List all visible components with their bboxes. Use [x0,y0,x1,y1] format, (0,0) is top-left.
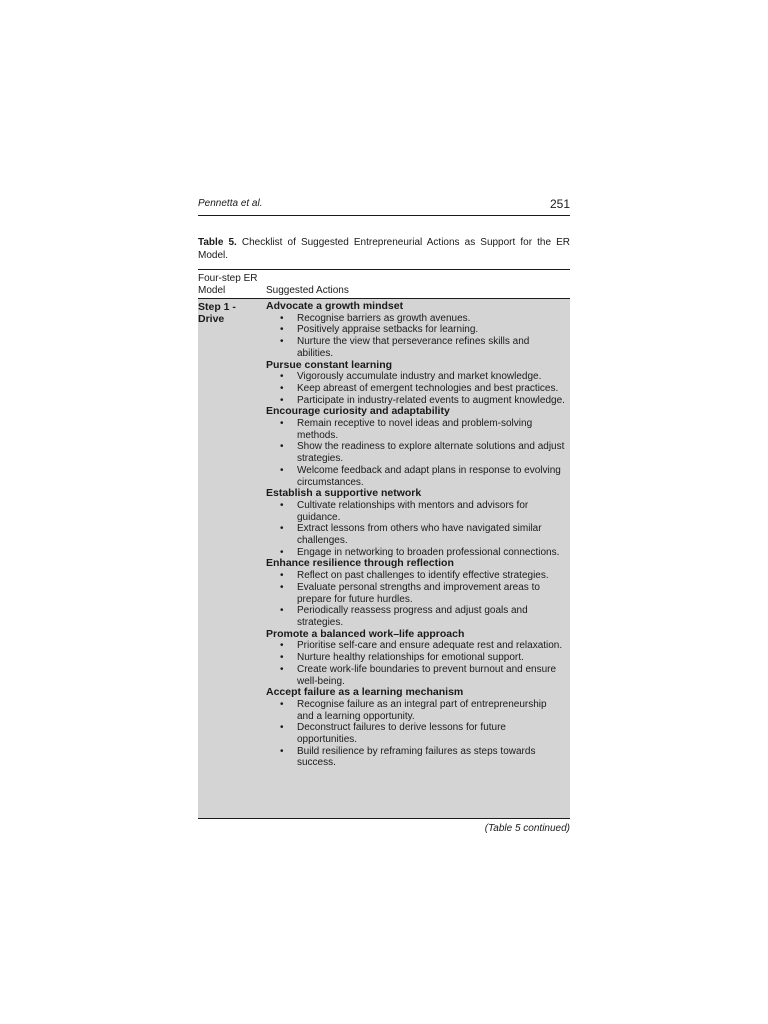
list-item: • Nurture the view that perseverance refines skills and abilities. [266,336,566,359]
list-item: • Remain receptive to novel ideas and problem-solving methods. [266,418,566,441]
list-item: • Positively appraise setbacks for learning. [266,324,566,336]
caption-text: Checklist of Suggested Entrepreneurial Actions as Support for the ER Model. [198,237,570,261]
column-header-actions: Suggested Actions [266,285,349,296]
list-item: • Cultivate relationships with mentors and advisors for guidance. [266,500,566,523]
list-item: • Create work-life boundaries to prevent burnout and ensure well-being. [266,664,566,687]
table-caption [198,236,570,262]
action-list [266,699,566,769]
action-group-title: Promote a balanced work–life approach [266,627,465,640]
action-list [266,371,566,406]
action-group [266,488,566,558]
action-group-title: Accept failure as a learning mechanism [266,686,464,699]
action-group [266,558,566,628]
list-item: • Recognise failure as an integral part of entrepreneurship and a learning opportunity. [266,699,566,722]
page-number: 251 [549,197,570,211]
action-list [266,313,566,360]
list-item: • Participate in industry-related events to augment knowledge. [266,395,566,407]
table-continued-note: (Table 5 continued) [484,823,570,834]
action-list [266,418,566,488]
list-item: • Welcome feedback and adapt plans in response to evolving circumstances. [266,465,566,488]
action-group-title: Encourage curiosity and adaptability [266,405,450,418]
list-item: • Periodically reassess progress and adjust goals and strategies. [266,605,566,628]
running-head: Pennetta et al. [198,198,263,209]
action-group-title: Pursue constant learning [266,358,393,371]
list-item: • Engage in networking to broaden professional connections. [266,547,566,559]
action-list [266,500,566,559]
action-list [266,640,566,687]
action-group [266,360,566,407]
action-list [266,570,566,629]
action-group-title: Advocate a growth mindset [266,300,404,312]
list-item: • Prioritise self-care and ensure adequate rest and relaxation. [266,640,566,652]
column-header-model: Four-step ER Model [198,273,258,296]
list-item: • Deconstruct failures to derive lessons for future opportunities. [266,722,566,745]
action-group [266,629,566,688]
table-body [198,298,570,819]
list-item: • Build resilience by reframing failures as steps towards success. [266,746,566,769]
page-header [198,198,570,216]
caption-label: Table 5. [198,237,237,248]
list-item: • Keep abreast of emergent technologies and best practices. [266,383,566,395]
list-item: • Reflect on past challenges to identify effective strategies. [266,570,566,582]
table-top-rule [198,269,570,270]
list-item: • Recognise barriers as growth avenues. [266,313,566,325]
list-item: • Extract lessons from others who have navigated similar challenges. [266,523,566,546]
list-item: • Nurture healthy relationships for emotional support. [266,652,566,664]
list-item: • Show the readiness to explore alternate solutions and adjust strategies. [266,441,566,464]
action-group-title: Establish a supportive network [266,487,422,500]
list-item: • Vigorously accumulate industry and market knowledge. [266,371,566,383]
action-group [266,687,566,769]
actions-cell [266,301,566,769]
step-label: Step 1 - Drive [198,301,236,325]
action-group [266,301,566,360]
action-group-title: Enhance resilience through reflection [266,557,454,570]
action-group [266,406,566,488]
list-item: • Evaluate personal strengths and improvement areas to prepare for future hurdles. [266,582,566,605]
